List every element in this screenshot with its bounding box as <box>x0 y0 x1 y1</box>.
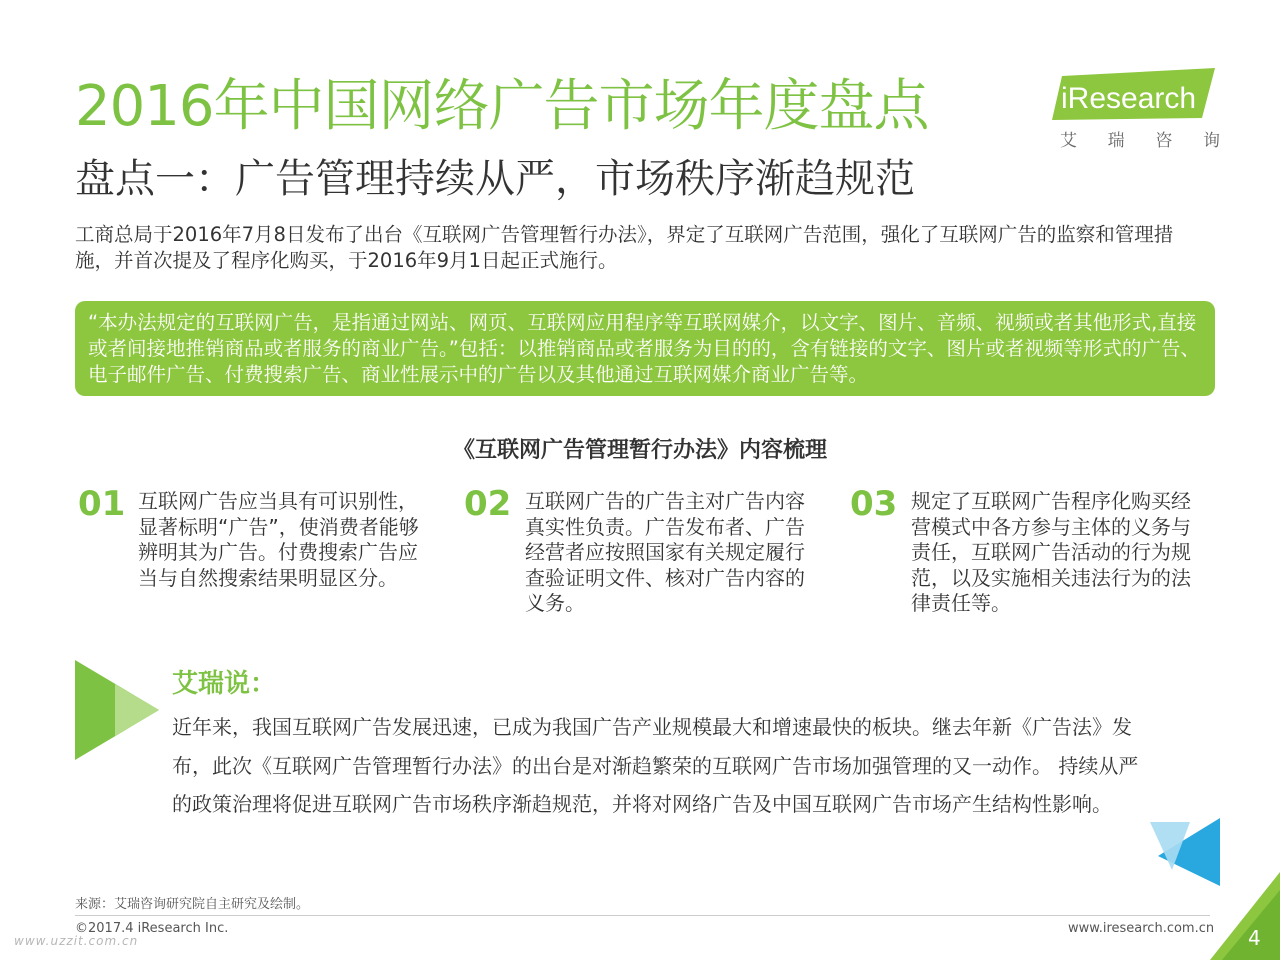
logo-char: 瑞 <box>1107 131 1125 151</box>
logo-char: 咨 <box>1155 131 1173 151</box>
ai-say-body: 近年来，我国互联网广告发展迅速，已成为我国广告产业规模最大和增速最快的板块。继去年新《广告法》发布，此次《互联网广告管理暂行办法》的出台是对渐趋繁荣的互联网广告市场加强管理的又一动作。 持续从严的政策治理将促进互联网广告市场秩序渐趋规范，并将对网络广告及中国互联网广告市场产生结构性影响。 <box>172 715 1139 816</box>
ai-say-title: 艾瑞说： <box>172 669 277 699</box>
copyright: ©2017.4 iResearch Inc. <box>75 921 229 936</box>
logo-text: iResearch <box>1061 82 1197 115</box>
play-triangle-icon <box>75 660 165 760</box>
page-subtitle: 盘点一：广告管理持续从严，市场秩序渐趋规范 <box>75 156 915 202</box>
logo-chinese-chars <box>1060 126 1220 151</box>
intro-paragraph: 工商总局于2016年7月8日发布了出台《互联网广告管理暂行办法》，界定了互联网广告范围，强化了互联网广告的监察和管理措施，并首次提及了程序化购买，于2016年9月1日起正式施行。 <box>75 223 1174 272</box>
section-heading: 《互联网广告管理暂行办法》内容梳理 <box>452 438 827 463</box>
watermark: www.uzzit.com.cn <box>14 934 139 948</box>
point-number: 02 <box>464 484 512 524</box>
point-number: 03 <box>850 484 898 524</box>
point-text: 互联网广告的广告主对广告内容真实性负责。广告发布者、广告经营者应按照国家有关规定履行查验证明文件、核对广告内容的义务。 <box>525 489 805 615</box>
footer-divider <box>75 915 1210 916</box>
quote-text: “本办法规定的互联网广告，是指通过网站、网页、互联网应用程序等互联网媒介，以文字、图片、音频、视频或者其他形式,直接或者间接地推销商品或者服务的商业广告。”包括：以推销商品或者服务为目的的，含有链接的文字、图片或者视频等形式的广告、电子邮件广告、付费搜索广告、商业性展示中的广告以及其他通过互联网媒介商业广告等。 <box>88 311 1200 386</box>
logo-char: 询 <box>1202 131 1220 151</box>
corner-decoration <box>1210 872 1280 960</box>
website-link[interactable]: www.iresearch.com.cn <box>1068 921 1215 936</box>
source-note: 来源：艾瑞咨询研究院自主研究及绘制。 <box>75 897 310 912</box>
logo-char: 艾 <box>1060 131 1077 151</box>
point-text: 规定了互联网广告程序化购买经营模式中各方参与主体的义务与责任，互联网广告活动的行为规范，以及实施相关违法行为的法律责任等。 <box>911 489 1191 615</box>
page-title: 2016年中国网络广告市场年度盘点 <box>75 74 929 139</box>
point-number: 01 <box>78 484 126 524</box>
point-text: 互联网广告应当具有可识别性，显著标明“广告”，使消费者能够辨明其为广告。付费搜索广告应当与自然搜索结果明显区分。 <box>138 489 419 590</box>
page-number: 4 <box>1248 926 1261 950</box>
